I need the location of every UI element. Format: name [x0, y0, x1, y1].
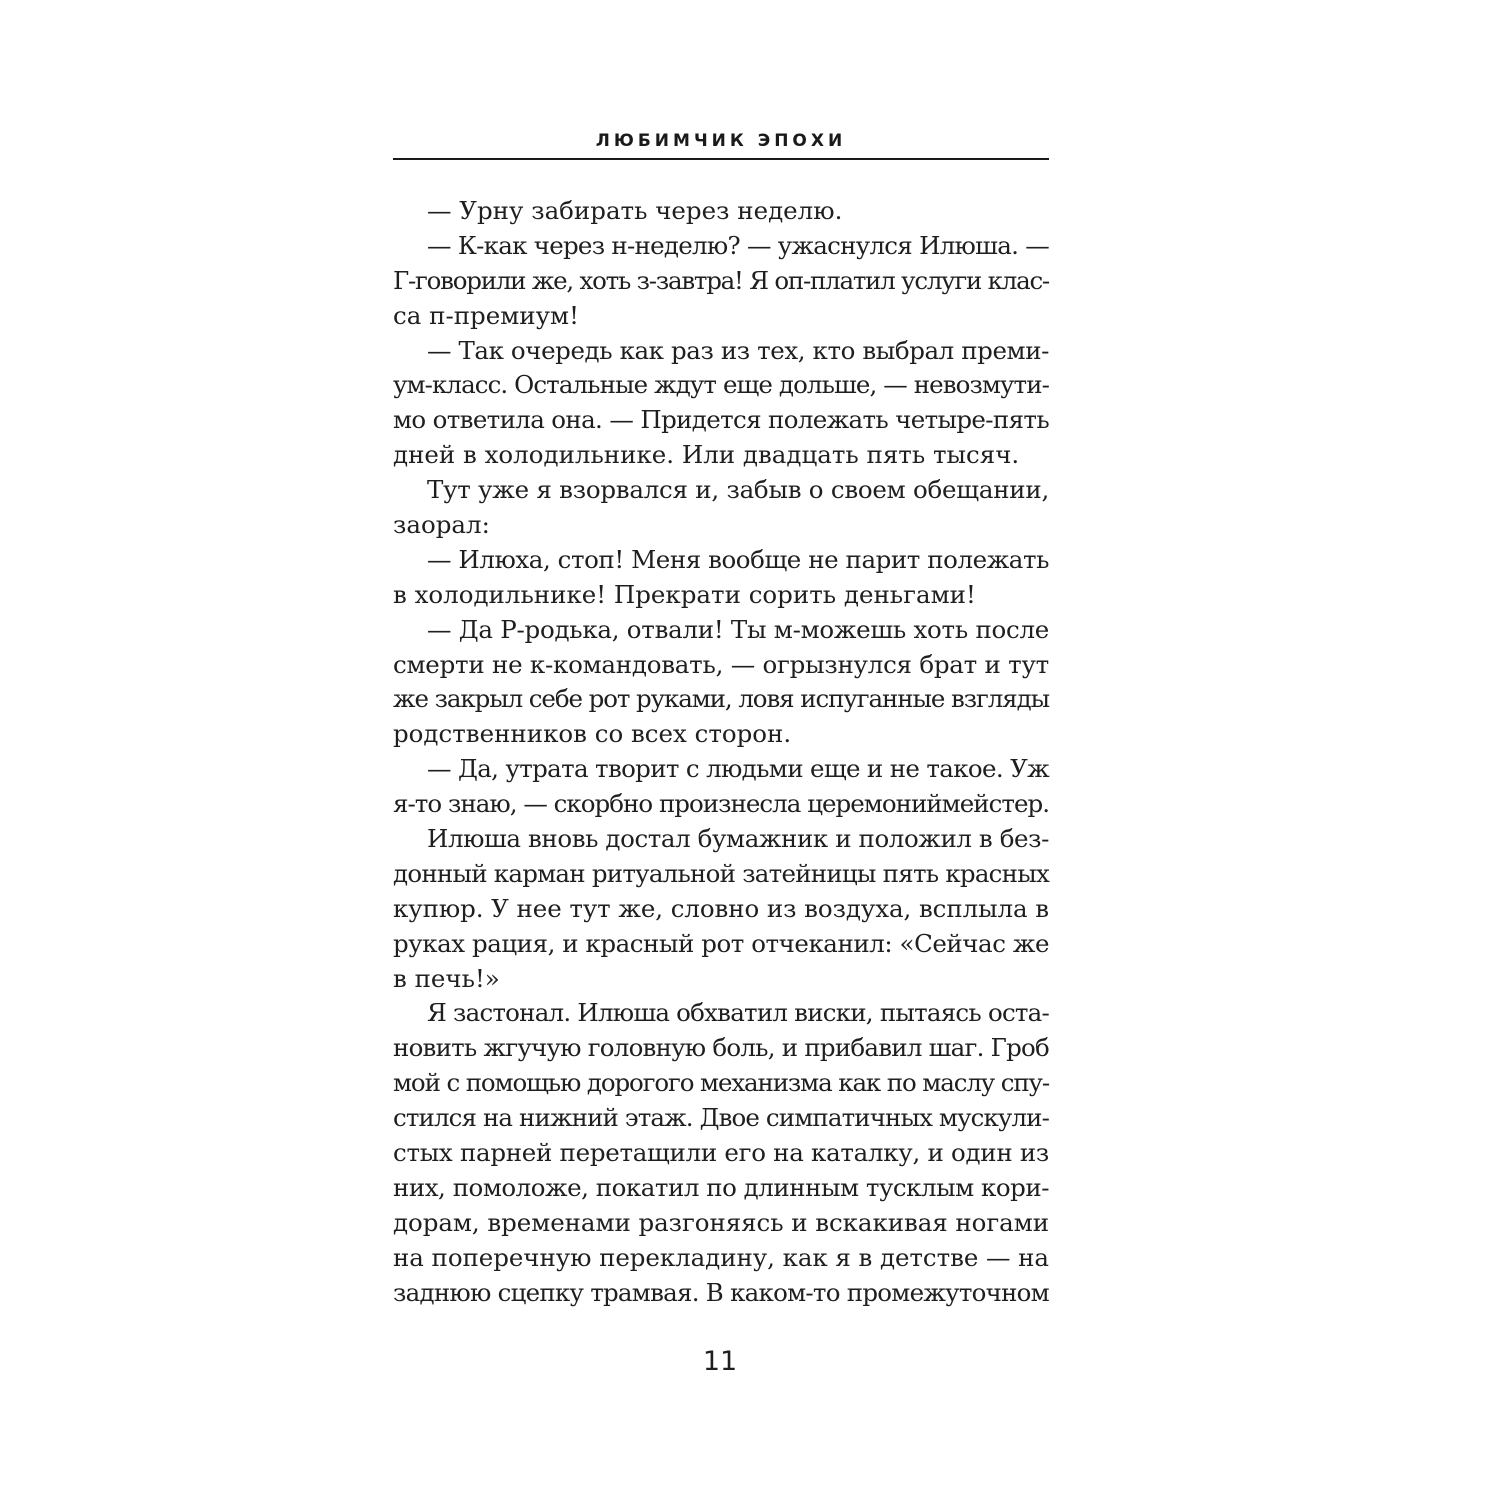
text-line: заорал:: [393, 510, 490, 540]
text-line: — Да, утрата творит с людьми еще и не такое. Уж: [427, 754, 1050, 784]
text-line: мо ответила она. — Придется полежать четыре-пять: [393, 405, 1050, 435]
running-header: [393, 128, 1049, 160]
text-line: — Так очередь как раз из тех, кто выбрал преми-: [427, 335, 1049, 365]
text-line: руках рация, и красный рот отчеканил: «Сейчас же: [393, 928, 1049, 958]
text-line: я-то знаю, — скорбно произнесла церемониймейстер.: [393, 789, 1050, 819]
text-line: — Илюха, стоп! Меня вообще не парит полежать: [427, 544, 1050, 574]
text-line: донный карман ритуальной затейницы пять красных: [393, 858, 1049, 888]
text-line: в печь!»: [393, 963, 500, 993]
text-line: смерти не к-командовать, — огрызнулся брат и тут: [393, 649, 1049, 679]
text-line: — К-как через н-неделю? — ужаснулся Илюша. —: [427, 230, 1049, 260]
text-line: же закрыл себе рот руками, ловя испуганные взгляды: [393, 684, 1049, 714]
text-line: в холодильнике! Прекрати сорить деньгами!: [393, 579, 976, 609]
text-line: Я застонал. Илюша обхватил виски, пытаясь оста-: [427, 998, 1050, 1028]
text-line: ум-класс. Остальные ждут еще дольше, — невозмути-: [393, 370, 1049, 400]
text-line: — Урну забирать через неделю.: [427, 196, 843, 225]
text-line: стился на нижний этаж. Двое симпатичных мускули-: [393, 1103, 1049, 1133]
text-line: новить жгучую головную боль, и прибавил шаг. Гроб: [393, 1033, 1049, 1063]
text-line: — Да Р-родька, отвали! Ты м-можешь хоть после: [427, 614, 1049, 644]
text-line: стых парней перетащили его на каталку, и один из: [393, 1138, 1050, 1168]
text-line: купюр. У нее тут же, словно из воздуха, всплыла в: [393, 893, 1049, 923]
running-header-title: ЛЮБИМЧИК ЭПОХИ: [595, 131, 847, 151]
text-line: Г-говорили же, хоть з-завтра! Я оп-платил услуги клас-: [393, 265, 1049, 295]
text-line: дорам, временами разгоняясь и вскакивая ногами: [393, 1207, 1049, 1237]
text-line: мой с помощью дорогого механизма как по маслу спу-: [393, 1068, 1049, 1098]
text-line: родственников со всех сторон.: [393, 719, 792, 749]
text-line: дней в холодильнике. Или двадцать пять тысяч.: [393, 440, 1020, 470]
text-line: заднюю сцепку трамвая. В каком-то промежуточном: [393, 1277, 1049, 1307]
text-line: них, помоложе, покатил по длинным тусклым кори-: [393, 1172, 1049, 1202]
text-line: Илюша вновь достал бумажник и положил в без-: [427, 824, 1049, 854]
text-line: на поперечную перекладину, как я в детстве — на: [393, 1242, 1049, 1272]
text-line: Тут уже я взорвался и, забыв о своем обещании,: [427, 475, 1049, 505]
text-line: са п-премиум!: [393, 300, 579, 330]
page-number: 11: [702, 1346, 738, 1377]
body-text: [393, 194, 1049, 1311]
